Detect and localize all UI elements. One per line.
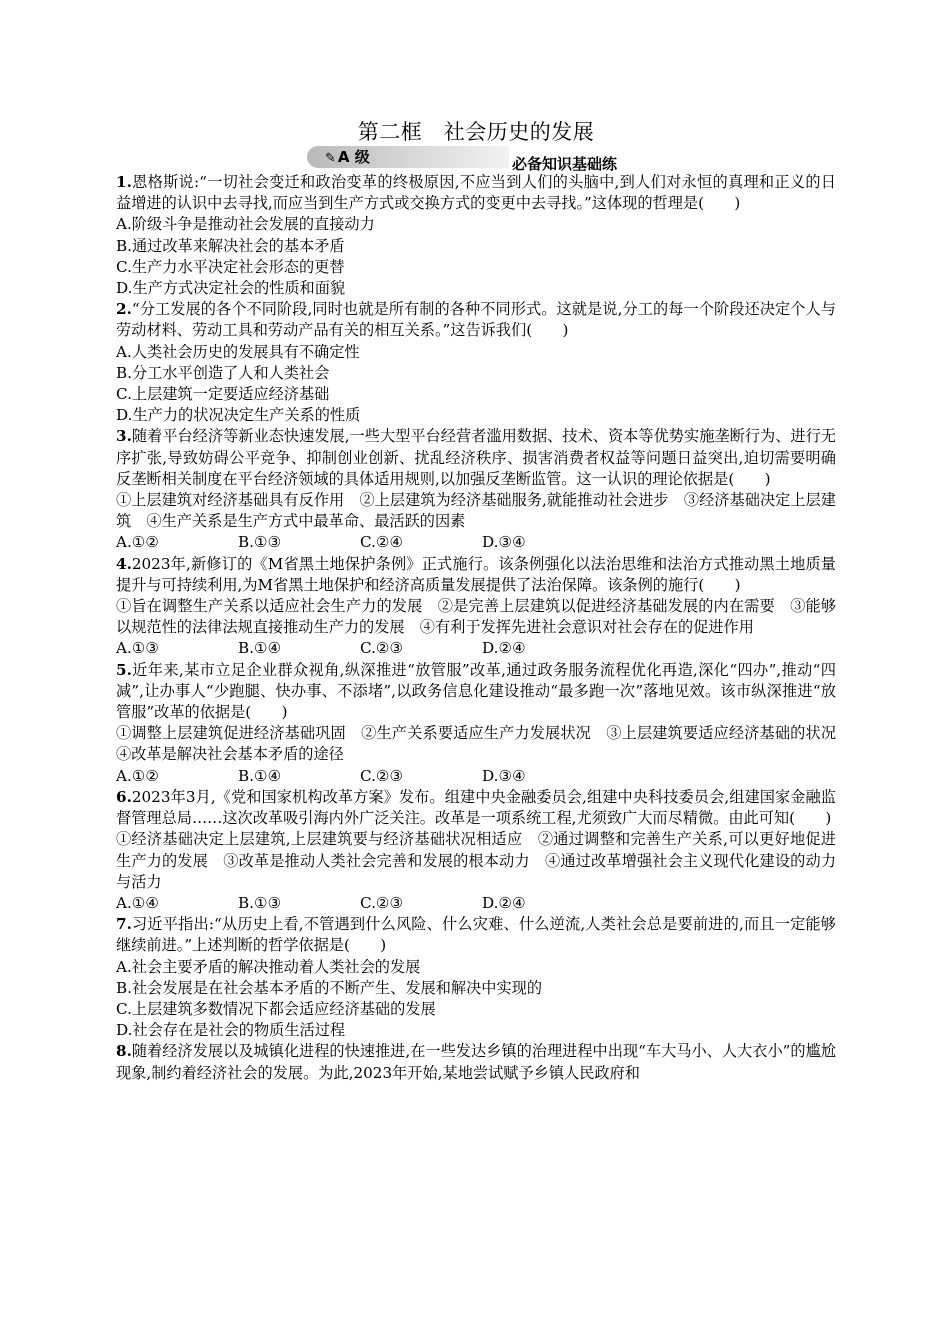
question-number: 6. [116, 787, 132, 806]
option-c: C.生产力水平决定社会形态的更替 [116, 257, 345, 276]
option-a: A.社会主要矛盾的解决推动着人类社会的发展 [116, 957, 421, 976]
choice-c: C.②④ [360, 533, 404, 552]
question-items: ①旨在调整生产关系以适应社会生产力的发展 ②是完善上层建筑以促进经济基础发展的内在需要 ③能够以规范性的法律法规直接推动生产力的发展 ④有利于发挥先进社会意识对社会存在的促进作用 [116, 597, 836, 637]
question-number: 3. [116, 427, 132, 446]
choice-row [116, 893, 836, 914]
choice-a: A.①② [116, 533, 160, 552]
question-stem [116, 660, 836, 724]
question-6 [116, 787, 836, 914]
choice-row [116, 532, 836, 553]
choice-c: C.②③ [360, 639, 404, 658]
question-stem [116, 554, 836, 596]
question-number: 1. [116, 173, 132, 191]
choice-a: A.①④ [116, 893, 160, 912]
level-label: A 级 [337, 148, 370, 166]
question-stem [116, 787, 836, 829]
section-header [116, 146, 836, 172]
question-stem [116, 299, 836, 341]
option-c: C.上层建筑一定要适应经济基础 [116, 385, 330, 404]
question-2 [116, 299, 836, 426]
question-stem [116, 1041, 836, 1083]
question-number: 5. [116, 660, 132, 679]
choice-b: B.①③ [238, 533, 282, 552]
choice-b: B.①③ [238, 893, 282, 912]
level-badge [307, 146, 509, 168]
choice-d: D.②④ [482, 639, 526, 658]
question-number: 7. [116, 915, 132, 934]
option-b: B.分工水平创造了人和人类社会 [116, 363, 330, 382]
choice-c: C.②③ [360, 893, 404, 912]
question-number: 4. [116, 554, 132, 573]
option-b: B.社会发展是在社会基本矛盾的不断产生、发展和解决中实现的 [116, 978, 543, 997]
question-text: 2023年3月,《党和国家机构改革方案》发布。组建中央金融委员会,组建中央科技委员会,组建国家金融监督管理总局……这次改革吸引海内外广泛关注。改革是一项系统工程,尤须致广大而尽精微。由此可知( ) [116, 787, 836, 828]
question-text: “分工发展的各个不同阶段,同时也就是所有制的各种不同形式。这就是说,分工的每一个阶段还决定个人与劳动材料、劳动工具和劳动产品有关的相互关系。”这告诉我们( ) [116, 300, 836, 340]
question-text: 2023年,新修订的《M省黑土地保护条例》正式施行。该条例强化以法治思维和法治方式推动黑土地质量提升与可持续利用,为M省黑土地保护和经济高质量发展提供了法治保障。该条例的施行( ) [116, 554, 836, 594]
question-text: 近年来,某市立足企业群众视角,纵深推进“放管服”改革,通过政务服务流程优化再造,深化“四办”,推动“四减”,让办事人“少跑腿、快办事、不添堵”,以政务信息化建设推动“最多跑一次”落地见效。该市纵深推进“放管服”改革的依据是( ) [116, 660, 836, 722]
question-7 [116, 914, 836, 1041]
choice-d: D.②④ [482, 893, 526, 912]
question-stem [116, 172, 836, 214]
question-number: 2. [116, 300, 132, 319]
question-3 [116, 426, 836, 553]
question-text: 恩格斯说:“一切社会变迁和政治变革的终极原因,不应当到人们的头脑中,到人们对永恒的真理和正义的日益增进的认识中去寻找,而应当到生产方式或交换方式的变更中去寻找。”这体现的哲理是( ) [116, 173, 836, 213]
question-8 [116, 1041, 836, 1083]
question-1 [116, 172, 836, 299]
choice-b: B.①④ [238, 639, 282, 658]
question-items: ①调整上层建筑促进经济基础巩固 ②生产关系要适应生产力发展状况 ③上层建筑要适应经济基础的状况 ④改革是解决社会基本矛盾的途径 [116, 724, 852, 764]
option-a: A.人类社会历史的发展具有不确定性 [116, 342, 360, 361]
question-number: 8. [116, 1042, 132, 1061]
choice-d: D.③④ [482, 533, 526, 552]
document-content [116, 118, 852, 1084]
question-text: 随着平台经济等新业态快速发展,一些大型平台经营者滥用数据、技术、资本等优势实施垄断行为、进行无序扩张,导致妨碍公平竞争、抑制创业创新、扰乱经济秩序、损害消费者权益等问题日益突出,迫切需要明确反垄断相关制度在平台经济领域的具体适用规则,以加强反垄断监管。这一认识的理论依据是( ) [116, 427, 836, 488]
option-d: D.生产方式决定社会的性质和面貌 [116, 279, 346, 298]
question-5 [116, 660, 852, 787]
option-d: D.社会存在是社会的物质生活过程 [116, 1021, 346, 1040]
question-4 [116, 554, 836, 660]
choice-a: A.①② [116, 766, 160, 785]
choice-d: D.③④ [482, 766, 526, 785]
option-c: C.上层建筑多数情况下都会适应经济基础的发展 [116, 999, 436, 1018]
question-items: ①经济基础决定上层建筑,上层建筑要与经济基础状况相适应 ②通过调整和完善生产关系,可以更好地促进生产力的发展 ③改革是推动人类社会完善和发展的根本动力 ④通过改革增强社会主义现代化建设的动力与活力 [116, 830, 836, 891]
choice-row [116, 766, 836, 787]
question-items: ①上层建筑对经济基础具有反作用 ②上层建筑为经济基础服务,就能推动社会进步 ③经济基础决定上层建筑 ④生产关系是生产方式中最革命、最活跃的因素 [116, 491, 836, 531]
option-b: B.通过改革来解决社会的基本矛盾 [116, 236, 345, 255]
question-stem [116, 426, 836, 490]
choice-a: A.①③ [116, 639, 160, 658]
choice-c: C.②③ [360, 766, 404, 785]
pencil-icon: ✎ [325, 151, 336, 166]
option-a: A.阶级斗争是推动社会发展的直接动力 [116, 215, 375, 234]
section-subtitle: 必备知识基础练 [512, 155, 618, 173]
choice-row [116, 638, 836, 659]
option-d: D.生产力的状况决定生产关系的性质 [116, 406, 361, 425]
question-stem [116, 914, 836, 956]
choice-b: B.①④ [238, 766, 282, 785]
page-title: 第二框 社会历史的发展 [357, 120, 595, 144]
question-text: 随着经济发展以及城镇化进程的快速推进,在一些发达乡镇的治理进程中出现“车大马小、人大衣小”的尴尬现象,制约着经济社会的发展。为此,2023年开始,某地尝试赋予乡镇人民政府和 [116, 1042, 836, 1082]
question-text: 习近平指出:“从历史上看,不管遇到什么风险、什么灾难、什么逆流,人类社会总是要前进的,而且一定能够继续前进。”上述判断的哲学依据是( ) [116, 915, 836, 955]
